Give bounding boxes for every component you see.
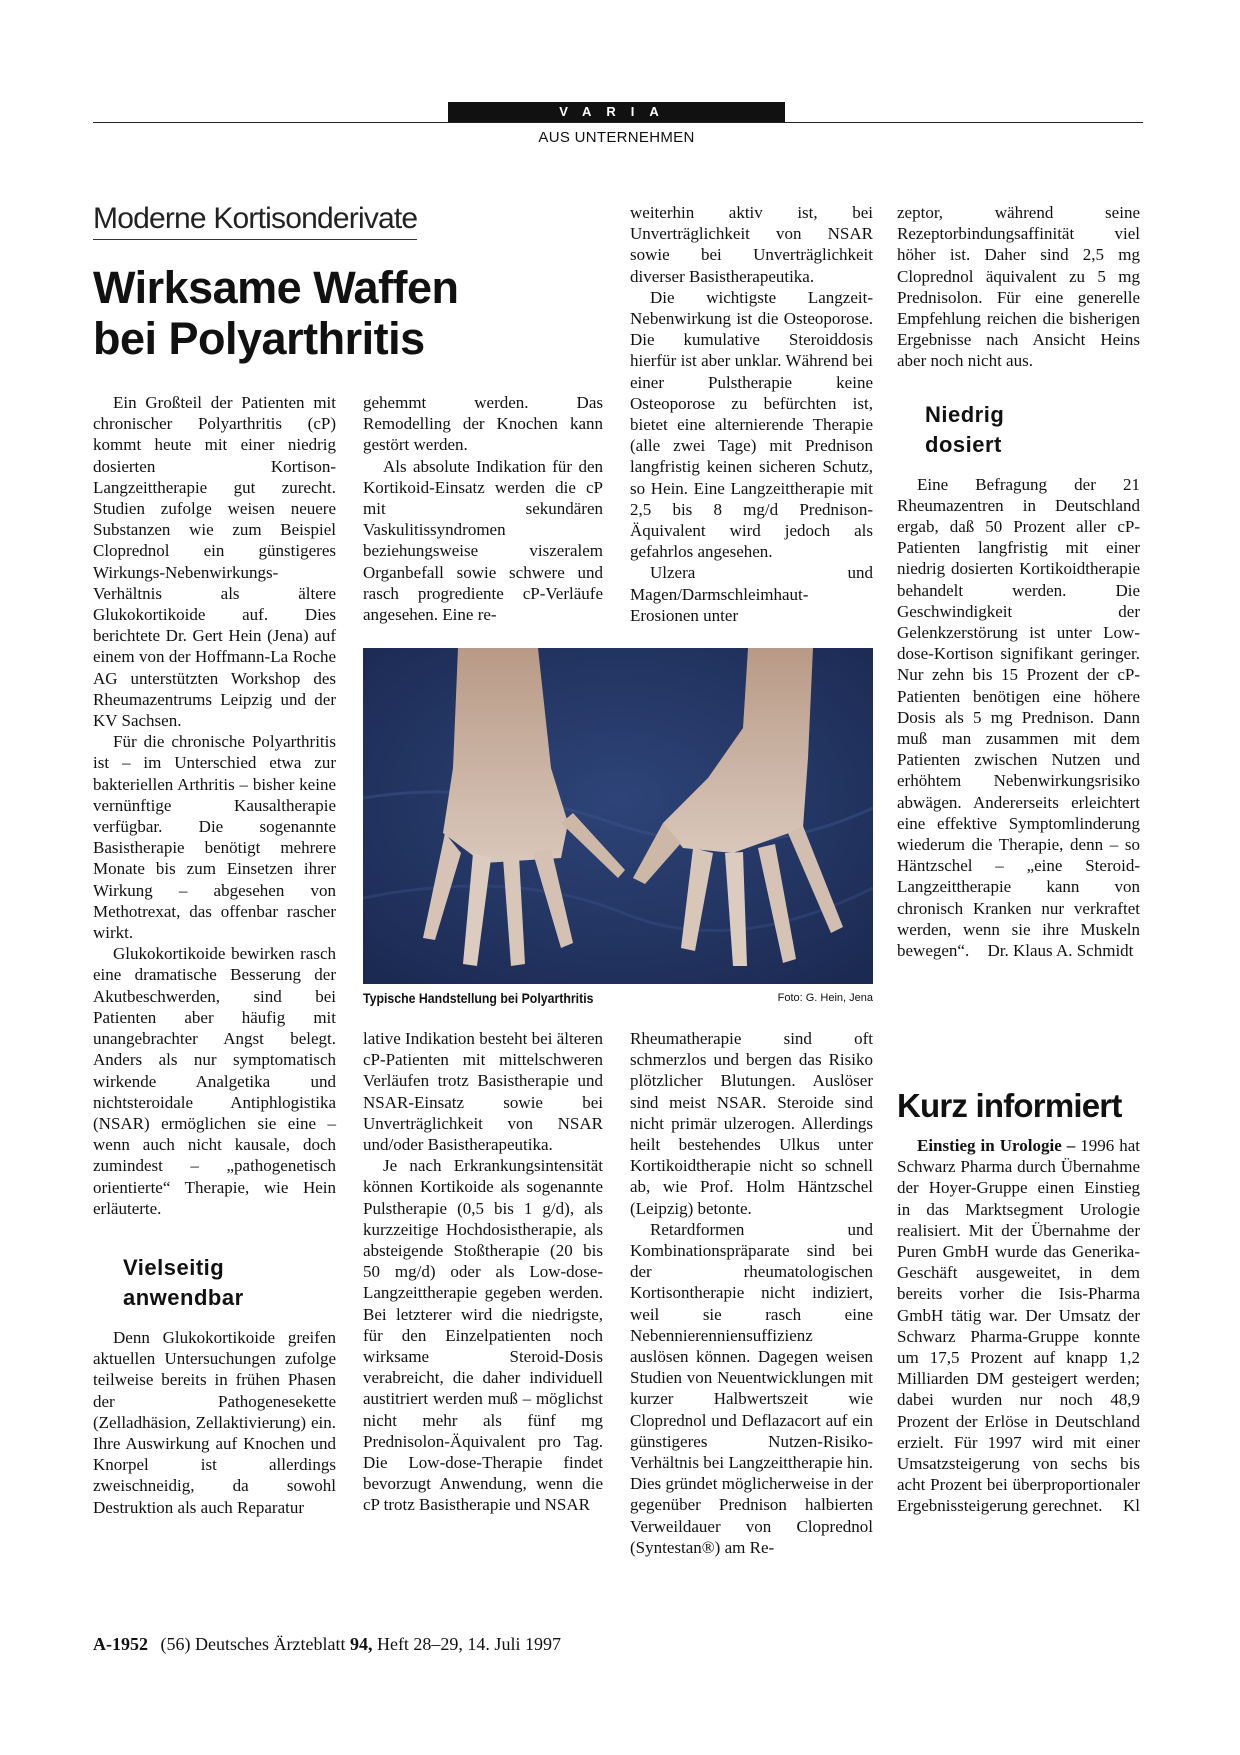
subheading-line: anwendbar [123, 1284, 244, 1310]
article-column-1 [93, 392, 336, 1518]
paragraph: zeptor, während seine Rezeptorbindungsaffinität viel höher ist. Daher sind 2,5 mg Cloprednol äquivalent zu 5 mg Prednisolon. Für eine generelle Empfehlung reichen die bisherigen Ergebnisse nach Ansicht Heins aber noch nicht aus. [897, 203, 1140, 371]
paragraph: Glukokortikoide bewirken rasch eine dramatische Besserung der Akutbeschwerden, sind bei Patienten aber häufig mit unangebrachter Angst belegt. Anders als nur symptomatisch wirkende Analgetika und nichtsteroidale Antiphlogistika (NSAR) ermöglichen sie eine – wenn auch nicht kausale, doch zumindest – „pathogenetisch orientierte“ Therapie, wie Hein erläuterte. [93, 944, 336, 1218]
paragraph: Retardformen und Kombinationspräparate sind bei der rheumatologischen Kortisontherapie nicht indiziert, weil sie rasch eine Nebennierenniensuffizienz auslösen können. Dagegen weisen Studien von Neuentwicklungen mit kurzer Halbwertszeit wie Cloprednol und Deflazacort auf ein günstigeres Nutzen-Risiko-Verhältnis bei Langzeittherapie hin. Dies gründet möglicherweise in der gegenüber Prednison halbierten Verweildauer von Cloprednol (Syntestan®) am Re- [630, 1219, 873, 1557]
news-column [897, 1135, 1140, 1517]
subheading-line: Vielseitig [123, 1254, 225, 1280]
paragraph [897, 1135, 1140, 1517]
article-column-2-bottom [363, 1028, 603, 1516]
article-title [93, 262, 563, 364]
subheading-line: Niedrig [925, 401, 1005, 427]
journal-volume: 94, [349, 1634, 373, 1654]
header-rule [93, 122, 1143, 123]
page-number: A-1952 [93, 1634, 148, 1654]
title-line-1: Wirksame Waffen [93, 262, 459, 313]
article-column-4 [897, 202, 1140, 961]
article-column-2-top [363, 392, 603, 625]
paragraph: Denn Glukokortikoide greifen aktuellen Untersuchungen zufolge teilweise bereits in frühen Phasen der Pathogenesekette (Zelladhäsion, Zellaktivierung) ein. Ihre Auswirkung auf Knochen und Knorpel ist allerdings zweischneidig, da sowohl Destruktion als auch Reparatur [93, 1327, 336, 1517]
news-heading: Kurz informiert [897, 1087, 1122, 1124]
hands-photo [363, 648, 873, 984]
subheading-niedrig [925, 400, 1140, 460]
article-column-3-top [630, 202, 873, 626]
news-lead: Einstieg in Urologie – [917, 1136, 1076, 1155]
paragraph: weiterhin aktiv ist, bei Unverträglichkeit von NSAR sowie bei Unverträglichkeit diverser Basistherapeutika. [630, 203, 873, 286]
paragraph-text: Eine Befragung der 21 Rheumazentren in Deutschland ergab, daß 50 Prozent aller cP-Patienten langfristig mit einer niedrig dosierten Kortikoidtherapie behandelt werden. Die Geschwindigkeit der Gelenkzerstörung ist unter Low-dose-Kortison signifikant geringer. Nur zehn bis 15 Prozent der cP-Patienten benötigen eine höhere Dosis als 5 mg Prednison. Dann muß man zusammen mit dem Patienten zwischen Nutzen und erhöhtem Nebenwirkungsrisiko abwägen. Andererseits erleichtert eine effektive Symptomlinderung wiederum die Therapie, denn – so Häntzschel – „eine Steroid-Langzeittherapie kann von chronisch Kranken nur verkraftet werden, wenn sie ihre Muskeln bewegen“. [897, 474, 1140, 961]
title-line-2: bei Polyarthritis [93, 313, 425, 364]
paragraph: Rheumatherapie sind oft schmerzlos und bergen das Risiko plötzlicher Blutungen. Auslöser sind meist NSAR. Steroide sind nicht primär ulzerogen. Allerdings heilt bestehendes Ulkus unter Kortikoidtherapie nicht so schnell ab, wie Prof. Holm Häntzschel (Leipzig) betonte. [630, 1029, 873, 1218]
article-kicker: Moderne Kortisonderivate [93, 202, 417, 240]
author-signature: Dr. Klaus A. Schmidt [987, 941, 1134, 961]
article-column-3-bottom [630, 1028, 873, 1558]
section-label: AUS UNTERNEHMEN [538, 129, 695, 146]
photo-caption-row [363, 988, 873, 1008]
paragraph: Die wichtigste Langzeit-Nebenwirkung ist die Osteoporose. Die kumulative Steroiddosis hierfür ist aber unklar. Während bei einer Pulstherapie keine Osteoporose zu befürchten ist, bietet eine alternierende Therapie (alle zwei Tage) mit Prednison langfristig keinen sicheren Schutz, so Hein. Eine Langzeittherapie mit 2,5 bis 8 mg/d Prednison-Äquivalent wird jedoch als gefahrlos angesehen. [630, 287, 873, 562]
photo-credit: Foto: G. Hein, Jena [777, 992, 873, 1004]
rubric-bar: VARIA [448, 102, 785, 122]
paragraph: Ein Großteil der Patienten mit chronischer Polyarthritis (cP) kommt heute mit einer niedrig dosierten Kortison-Langzeittherapie gut zurecht. Studien zufolge weisen neuere Substanzen wie zum Beispiel Cloprednol ein günstigeres Wirkungs-Nebenwirkungs-Verhältnis als ältere Glukokortikoide auf. Dies berichtete Dr. Gert Hein (Jena) auf einem von der Hoffmann-La Roche AG unterstützten Workshop des Rheumazentrums Leipzig und der KV Sachsen. [93, 393, 336, 731]
page-paren: (56) [160, 1634, 191, 1654]
photo-caption: Typische Handstellung bei Polyarthritis [363, 990, 594, 1006]
paragraph: Als absolute Indikation für den Kortikoid-Einsatz werden die cP mit sekundären Vaskulitissyndromen beziehungsweise viszeralem Organbefall sowie schwere und rasch progrediente cP-Verläufe angesehen. Eine re- [363, 456, 603, 625]
news-author: Kl [1123, 1496, 1140, 1516]
journal-name: Deutsches Ärzteblatt [195, 1634, 346, 1654]
journal-issue: Heft 28–29, 14. Juli 1997 [376, 1634, 561, 1654]
paragraph: Je nach Erkrankungsintensität können Kortikoide als sogenannte Pulstherapie (0,5 bis 1 g/d), als kurzzeitige Hochdosistherapie, als absteigende Stoßtherapie (20 bis 50 mg/d) oder als Low-dose-Langzeittherapie gegeben werden. Bei letzterer wird die niedrigste, für den Einzelpatienten noch wirksame Steroid-Dosis verabreicht, die daher individuell austitriert werden muß – möglichst nicht mehr als fünf mg Prednisolon-Äquivalent pro Tag. Die Low-dose-Therapie findet bevorzugt Anwendung, wenn die cP trotz Basistherapie und NSAR [363, 1156, 603, 1515]
subheading-vielseitig [123, 1253, 336, 1313]
subheading-line: dosiert [925, 431, 1002, 457]
hands-illustration [363, 648, 873, 984]
news-body: 1996 hat Schwarz Pharma durch Übernahme der Hoyer-Gruppe einen Einstieg in das Marktsegment Urologie realisiert. Mit der Übernahme der Puren GmbH wurde das Generika-Geschäft ausgeweitet, in dem bereits vorher die Isis-Pharma GmbH tätig war. Der Umsatz der Schwarz Pharma-Gruppe konnte um 17,5 Prozent auf knapp 1,2 Milliarden DM gesteigert werden; dabei wurden nur noch 48,9 Prozent der Erlöse in Deutschland erzielt. Für 1997 wird mit einer Umsatzsteigerung von sechs bis acht Prozent bei überproportionaler Ergebnissteigerung gerechnet. [897, 1136, 1140, 1516]
paragraph: Ulzera und Magen/Darmschleimhaut-Erosionen unter [630, 563, 873, 625]
paragraph: gehemmt werden. Das Remodelling der Knochen kann gestört werden. [363, 393, 603, 455]
paragraph [897, 474, 1140, 962]
paragraph: lative Indikation besteht bei älteren cP-Patienten mit mittelschweren Verläufen trotz Basistherapie und NSAR-Einsatz sowie bei Unverträglichkeit von NSAR und/oder Basistherapeutika. [363, 1029, 603, 1155]
page-footer [93, 1634, 561, 1655]
paragraph: Für die chronische Polyarthritis ist – im Unterschied etwa zur bakteriellen Arthritis – bisher keine vernünftige Kausaltherapie verfügbar. Die sogenannte Basistherapie benötigt mehrere Monate bis zum Einsetzen ihrer Wirkung – abgesehen von Methotrexat, das offenbar rascher wirkt. [93, 732, 336, 943]
